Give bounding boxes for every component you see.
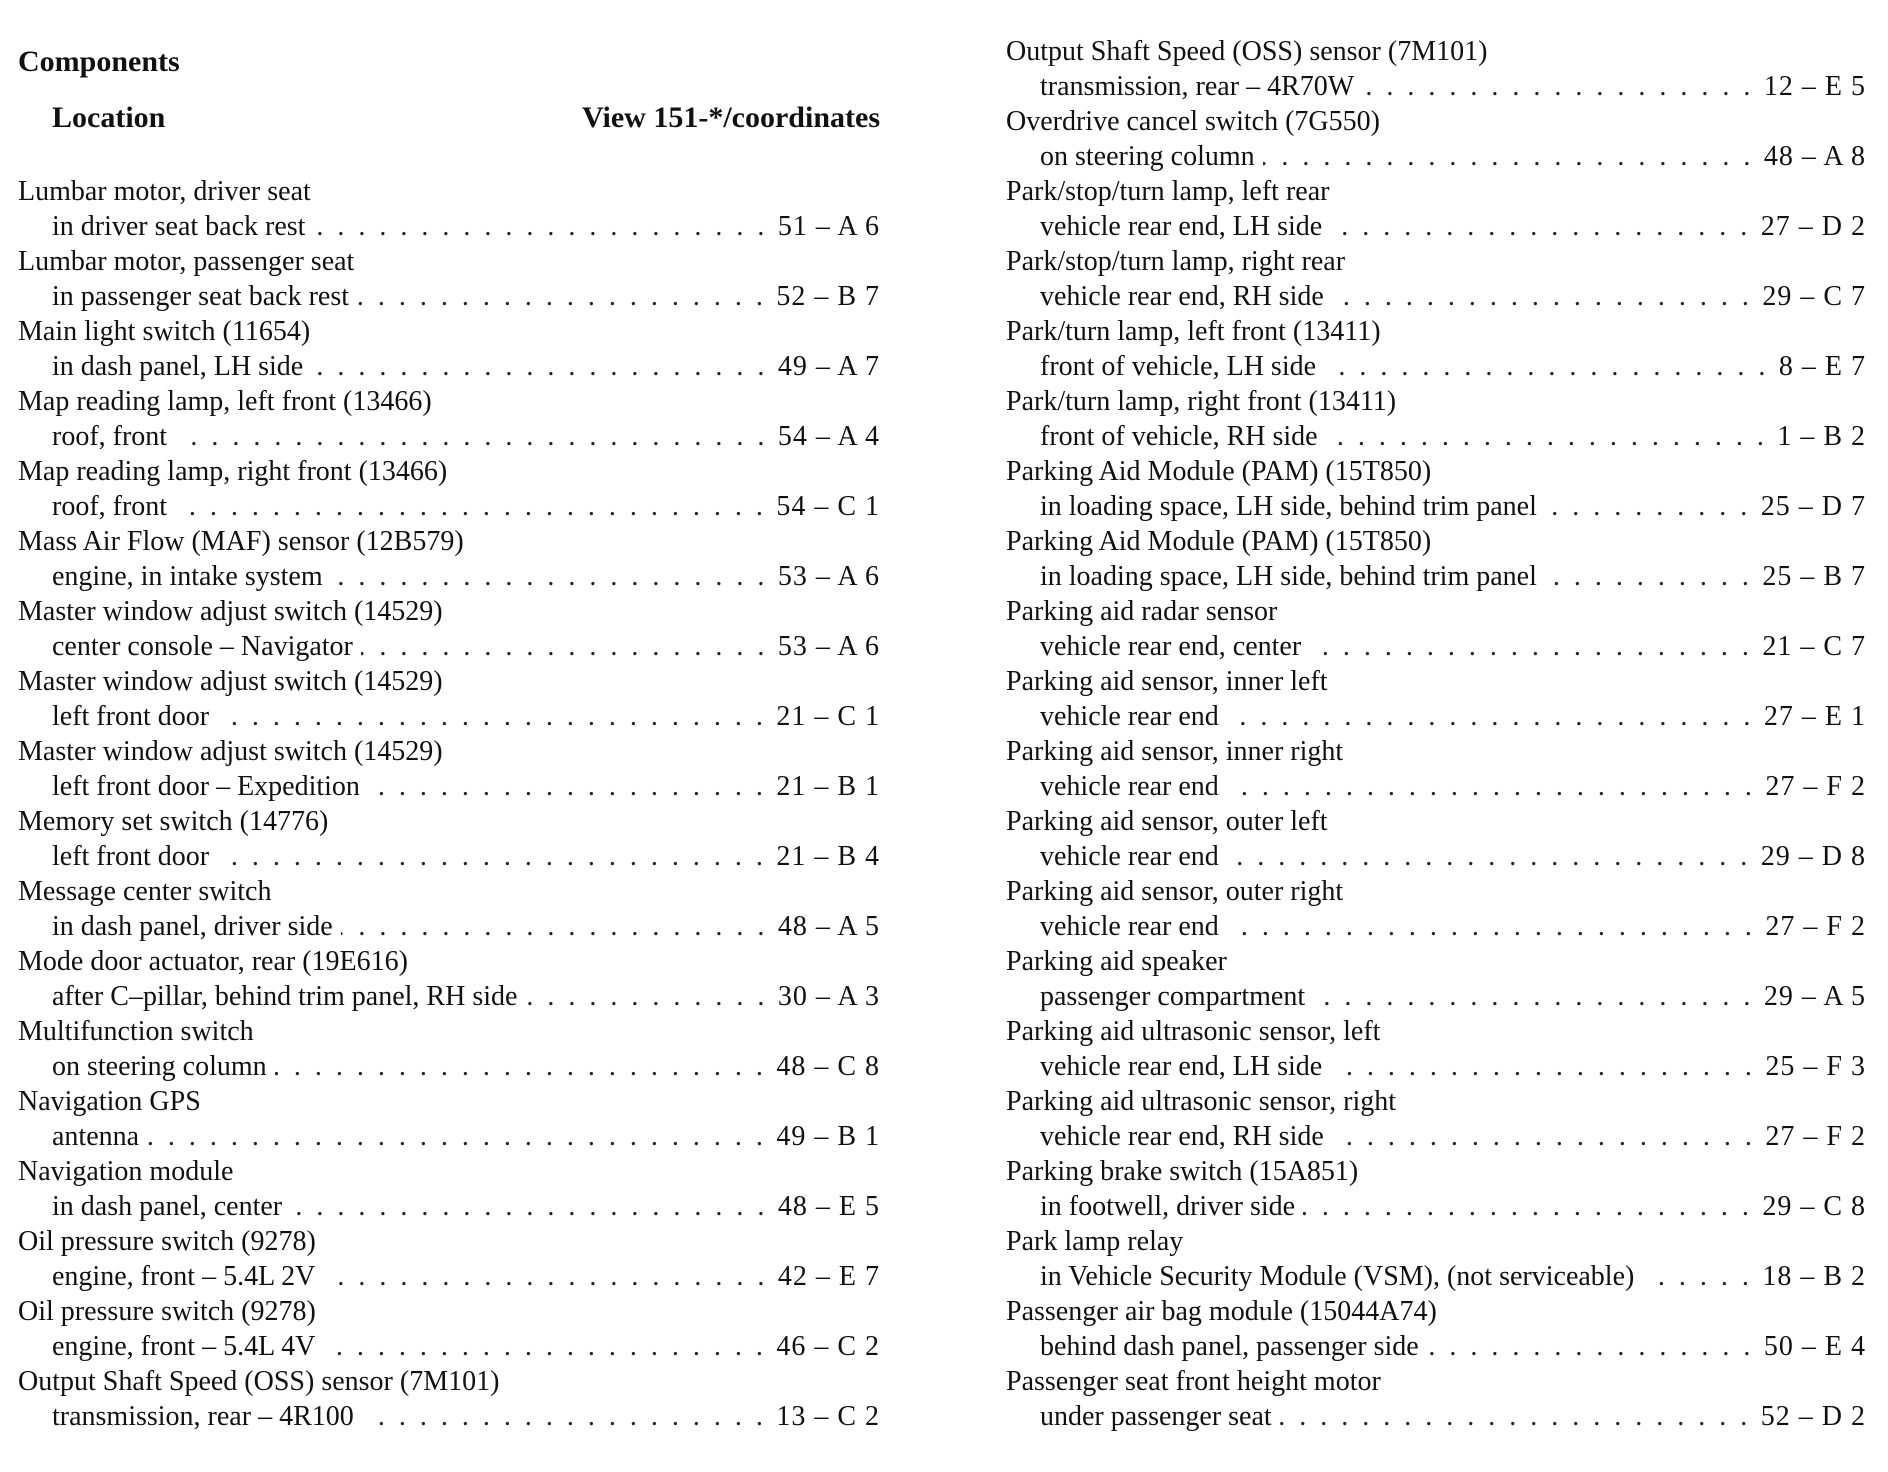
component-name: Multifunction switch: [18, 1016, 254, 1047]
component-name: Passenger air bag module (15044A74): [1006, 1296, 1437, 1327]
component-coordinates: 48 – E 5: [777, 1191, 880, 1222]
component-location-line: [1006, 979, 1866, 1014]
component-name: Main light switch (11654): [18, 316, 311, 347]
component-entry: [1006, 1084, 1866, 1154]
component-location-line: [1006, 1049, 1866, 1084]
component-location: left front door – Expedition: [52, 771, 360, 802]
component-location-line: [1006, 699, 1866, 734]
dot-leader: [323, 1329, 766, 1364]
component-coordinates: 54 – C 1: [776, 491, 880, 522]
dot-leader: [368, 769, 766, 804]
component-location: under passenger seat: [1040, 1401, 1272, 1432]
component-location-line: [1006, 1189, 1866, 1224]
component-location-line: [18, 419, 880, 454]
component-entry: [18, 804, 880, 874]
dot-leader: [1326, 419, 1768, 454]
component-coordinates: 30 – A 3: [777, 981, 880, 1012]
dot-leader: [1227, 769, 1756, 804]
component-location: on steering column: [1040, 141, 1255, 172]
component-entry: [18, 594, 880, 664]
component-name: Parking Aid Module (PAM) (15T850): [1006, 456, 1432, 487]
component-location: vehicle rear end, RH side: [1040, 1121, 1324, 1152]
component-name: Navigation module: [18, 1156, 234, 1187]
dot-leader: [525, 979, 767, 1014]
component-entry: [1006, 594, 1866, 664]
component-entry: [18, 1154, 880, 1224]
component-coordinates: 12 – E 5: [1763, 71, 1866, 102]
component-location: vehicle rear end: [1040, 771, 1219, 802]
component-location: in loading space, LH side, behind trim panel: [1040, 491, 1537, 522]
component-location: vehicle rear end, center: [1040, 631, 1302, 662]
component-coordinates: 48 – A 5: [777, 911, 880, 942]
location-header: Location: [52, 101, 166, 134]
component-name: Parking aid ultrasonic sensor, left: [1006, 1016, 1381, 1047]
component-location-line: [1006, 349, 1866, 384]
dot-leader: [1545, 559, 1752, 594]
left-entry-list: [18, 174, 880, 1434]
component-name: Map reading lamp, left front (13466): [18, 386, 432, 417]
component-entry: [1006, 664, 1866, 734]
component-entry: [18, 174, 880, 244]
component-entry: [1006, 454, 1866, 524]
component-location-line: [1006, 139, 1866, 174]
component-location-line: [18, 629, 880, 664]
component-location-line: [18, 979, 880, 1014]
component-location: in dash panel, driver side: [52, 911, 333, 942]
component-entry: [1006, 1014, 1866, 1084]
dot-leader: [362, 1399, 767, 1434]
component-coordinates: 27 – F 2: [1765, 911, 1866, 942]
component-entry: [18, 454, 880, 524]
component-location: engine, in intake system: [52, 561, 323, 592]
component-location-line: [1006, 629, 1866, 664]
component-location-line: [18, 1119, 880, 1154]
component-name: Lumbar motor, driver seat: [18, 176, 311, 207]
component-coordinates: 1 – B 2: [1777, 421, 1866, 452]
component-location: vehicle rear end: [1040, 911, 1219, 942]
component-location: center console – Navigator: [52, 631, 353, 662]
page-title: Components: [18, 45, 180, 78]
component-coordinates: 29 – C 8: [1762, 1191, 1866, 1222]
component-location: vehicle rear end, LH side: [1040, 211, 1323, 242]
component-entry: [1006, 314, 1866, 384]
component-location: front of vehicle, RH side: [1040, 421, 1318, 452]
component-entry: [1006, 384, 1866, 454]
component-coordinates: 29 – A 5: [1763, 981, 1866, 1012]
component-coordinates: 48 – A 8: [1763, 141, 1866, 172]
component-location: in dash panel, center: [52, 1191, 283, 1222]
component-coordinates: 21 – C 1: [776, 701, 880, 732]
dot-leader: [357, 279, 766, 314]
component-name: Parking brake switch (15A851): [1006, 1156, 1359, 1187]
component-name: Master window adjust switch (14529): [18, 596, 443, 627]
dot-leader: [1313, 979, 1754, 1014]
component-location-line: [1006, 1119, 1866, 1154]
component-entry: [1006, 244, 1866, 314]
component-name: Parking aid sensor, outer left: [1006, 806, 1328, 837]
component-coordinates: 21 – C 7: [1762, 631, 1866, 662]
column-headers: [18, 100, 880, 136]
component-name: Parking aid sensor, inner left: [1006, 666, 1328, 697]
component-entry: [18, 384, 880, 454]
dot-leader: [1332, 1119, 1756, 1154]
dot-leader: [361, 629, 768, 664]
view-coordinates-header: View 151-*/coordinates: [581, 101, 880, 134]
component-entry: [1006, 874, 1866, 944]
dot-leader: [1303, 1189, 1752, 1224]
component-coordinates: 52 – D 2: [1760, 1401, 1866, 1432]
component-name: Output Shaft Speed (OSS) sensor (7M101): [1006, 36, 1488, 67]
component-coordinates: 42 – E 7: [777, 1261, 880, 1292]
component-location-line: [18, 489, 880, 524]
component-name: Parking aid ultrasonic sensor, right: [1006, 1086, 1397, 1117]
component-entry: [1006, 944, 1866, 1014]
dot-leader: [275, 1049, 767, 1084]
dot-leader: [331, 559, 768, 594]
component-location: left front door: [52, 701, 210, 732]
component-name: Parking aid sensor, outer right: [1006, 876, 1344, 907]
component-location-line: [18, 1049, 880, 1084]
component-location-line: [1006, 1259, 1866, 1294]
component-location-line: [18, 699, 880, 734]
dot-leader: [311, 349, 768, 384]
component-location-line: [18, 1329, 880, 1364]
component-name: Mode door actuator, rear (19E616): [18, 946, 408, 977]
dot-leader: [1263, 139, 1754, 174]
component-coordinates: 49 – B 1: [776, 1121, 880, 1152]
dot-leader: [290, 1189, 768, 1224]
component-coordinates: 27 – D 2: [1760, 211, 1866, 242]
component-name: Oil pressure switch (9278): [18, 1296, 316, 1327]
component-location: in loading space, LH side, behind trim panel: [1040, 561, 1537, 592]
component-location-line: [1006, 559, 1866, 594]
component-name: Lumbar motor, passenger seat: [18, 246, 355, 277]
component-coordinates: 46 – C 2: [776, 1331, 880, 1362]
dot-leader: [1332, 279, 1753, 314]
component-location: antenna: [52, 1121, 140, 1152]
component-coordinates: 53 – A 6: [777, 561, 880, 592]
component-location-line: [18, 349, 880, 384]
component-entry: [1006, 804, 1866, 874]
component-name: Park/stop/turn lamp, right rear: [1006, 246, 1346, 277]
dot-leader: [175, 489, 766, 524]
dot-leader: [217, 699, 766, 734]
component-coordinates: 21 – B 4: [776, 841, 880, 872]
component-coordinates: 50 – E 4: [1763, 1331, 1866, 1362]
component-name: Output Shaft Speed (OSS) sensor (7M101): [18, 1366, 500, 1397]
component-coordinates: 27 – F 2: [1765, 771, 1866, 802]
dot-leader: [323, 1259, 768, 1294]
component-coordinates: 29 – C 7: [1762, 281, 1866, 312]
component-location: vehicle rear end, LH side: [1040, 1051, 1323, 1082]
component-location-line: [1006, 1329, 1866, 1364]
component-entry: [1006, 1294, 1866, 1364]
component-location: in footwell, driver side: [1040, 1191, 1296, 1222]
dot-leader: [1330, 209, 1751, 244]
dot-leader: [1427, 1329, 1754, 1364]
dot-leader: [341, 909, 768, 944]
component-location-line: [1006, 839, 1866, 874]
component-entry: [18, 734, 880, 804]
component-name: Oil pressure switch (9278): [18, 1226, 316, 1257]
dot-leader: [1362, 69, 1754, 104]
component-name: Memory set switch (14776): [18, 806, 329, 837]
component-location-line: [18, 1189, 880, 1224]
right-entry-list: [1006, 34, 1866, 1434]
component-name: Map reading lamp, right front (13466): [18, 456, 448, 487]
component-entry: [1006, 34, 1866, 104]
component-location: left front door: [52, 841, 210, 872]
component-location-line: [18, 839, 880, 874]
component-location-line: [18, 1259, 880, 1294]
component-name: Master window adjust switch (14529): [18, 736, 443, 767]
component-coordinates: 27 – F 2: [1765, 1121, 1866, 1152]
component-location: vehicle rear end, RH side: [1040, 281, 1324, 312]
component-location: vehicle rear end: [1040, 701, 1219, 732]
component-location-line: [1006, 209, 1866, 244]
component-location: front of vehicle, LH side: [1040, 351, 1317, 382]
component-coordinates: 27 – E 1: [1763, 701, 1866, 732]
dot-leader: [147, 1119, 766, 1154]
component-entry: [1006, 1154, 1866, 1224]
dot-leader: [313, 209, 767, 244]
component-location-line: [1006, 419, 1866, 454]
component-coordinates: 13 – C 2: [776, 1401, 880, 1432]
component-name: Passenger seat front height motor: [1006, 1366, 1381, 1397]
component-entry: [18, 244, 880, 314]
component-location-line: [1006, 279, 1866, 314]
component-name: Mass Air Flow (MAF) sensor (12B579): [18, 526, 464, 557]
component-name: Park lamp relay: [1006, 1226, 1184, 1257]
component-location-line: [1006, 489, 1866, 524]
dot-leader: [1280, 1399, 1751, 1434]
component-location: roof, front: [52, 421, 168, 452]
dot-leader: [1227, 839, 1751, 874]
component-coordinates: 25 – F 3: [1765, 1051, 1866, 1082]
component-entry: [1006, 524, 1866, 594]
component-location: on steering column: [52, 1051, 267, 1082]
component-location: engine, front – 5.4L 2V: [52, 1261, 316, 1292]
component-coordinates: 53 – A 6: [777, 631, 880, 662]
component-location: behind dash panel, passenger side: [1040, 1331, 1419, 1362]
component-entry: [18, 1364, 880, 1434]
component-name: Park/turn lamp, left front (13411): [1006, 316, 1381, 347]
component-entry: [18, 664, 880, 734]
component-location: in dash panel, LH side: [52, 351, 304, 382]
component-coordinates: 25 – D 7: [1760, 491, 1866, 522]
component-location-line: [1006, 1399, 1866, 1434]
dot-leader: [217, 839, 766, 874]
component-coordinates: 29 – D 8: [1760, 841, 1866, 872]
dot-leader: [1642, 1259, 1752, 1294]
component-coordinates: 48 – C 8: [776, 1051, 880, 1082]
dot-leader: [1309, 629, 1752, 664]
component-location: in driver seat back rest: [52, 211, 306, 242]
component-coordinates: 8 – E 7: [1778, 351, 1866, 382]
component-location: transmission, rear – 4R100: [52, 1401, 354, 1432]
dot-leader: [175, 419, 768, 454]
dot-leader: [1324, 349, 1769, 384]
component-entry: [18, 314, 880, 384]
component-entry: [1006, 174, 1866, 244]
component-name: Parking aid sensor, inner right: [1006, 736, 1344, 767]
component-entry: [18, 1224, 880, 1294]
component-location-line: [1006, 69, 1866, 104]
component-coordinates: 52 – B 7: [776, 281, 880, 312]
component-name: Parking Aid Module (PAM) (15T850): [1006, 526, 1432, 557]
component-location-line: [18, 279, 880, 314]
component-name: Navigation GPS: [18, 1086, 201, 1117]
component-location-line: [18, 559, 880, 594]
component-location: engine, front – 5.4L 4V: [52, 1331, 316, 1362]
dot-leader: [1227, 699, 1754, 734]
component-location-line: [18, 769, 880, 804]
component-coordinates: 21 – B 1: [776, 771, 880, 802]
dot-leader: [1330, 1049, 1755, 1084]
component-location-line: [18, 209, 880, 244]
component-location: roof, front: [52, 491, 168, 522]
component-coordinates: 25 – B 7: [1762, 561, 1866, 592]
component-location: vehicle rear end: [1040, 841, 1219, 872]
dot-leader: [1545, 489, 1751, 524]
component-coordinates: 51 – A 6: [777, 211, 880, 242]
component-name: Master window adjust switch (14529): [18, 666, 443, 697]
component-entry: [18, 1294, 880, 1364]
component-entry: [18, 524, 880, 594]
component-location: passenger compartment: [1040, 981, 1306, 1012]
component-name: Park/turn lamp, right front (13411): [1006, 386, 1397, 417]
component-coordinates: 18 – B 2: [1762, 1261, 1866, 1292]
component-entry: [1006, 1364, 1866, 1434]
component-name: Message center switch: [18, 876, 272, 907]
component-location: in passenger seat back rest: [52, 281, 349, 312]
component-name: Parking aid speaker: [1006, 946, 1227, 977]
component-name: Park/stop/turn lamp, left rear: [1006, 176, 1330, 207]
component-name: Parking aid radar sensor: [1006, 596, 1278, 627]
component-location: after C–pillar, behind trim panel, RH side: [52, 981, 518, 1012]
component-location-line: [1006, 769, 1866, 804]
component-entry: [18, 874, 880, 944]
component-entry: [1006, 104, 1866, 174]
component-coordinates: 49 – A 7: [777, 351, 880, 382]
component-entry: [1006, 1224, 1866, 1294]
component-location-line: [18, 1399, 880, 1434]
component-entry: [18, 1084, 880, 1154]
component-entry: [18, 1014, 880, 1084]
component-location-line: [18, 909, 880, 944]
dot-leader: [1227, 909, 1756, 944]
component-entry: [1006, 734, 1866, 804]
component-location: in Vehicle Security Module (VSM), (not serviceable): [1040, 1261, 1635, 1292]
component-name: Overdrive cancel switch (7G550): [1006, 106, 1380, 137]
component-entry: [18, 944, 880, 1014]
component-coordinates: 54 – A 4: [777, 421, 880, 452]
component-location: transmission, rear – 4R70W: [1040, 71, 1355, 102]
component-location-line: [1006, 909, 1866, 944]
